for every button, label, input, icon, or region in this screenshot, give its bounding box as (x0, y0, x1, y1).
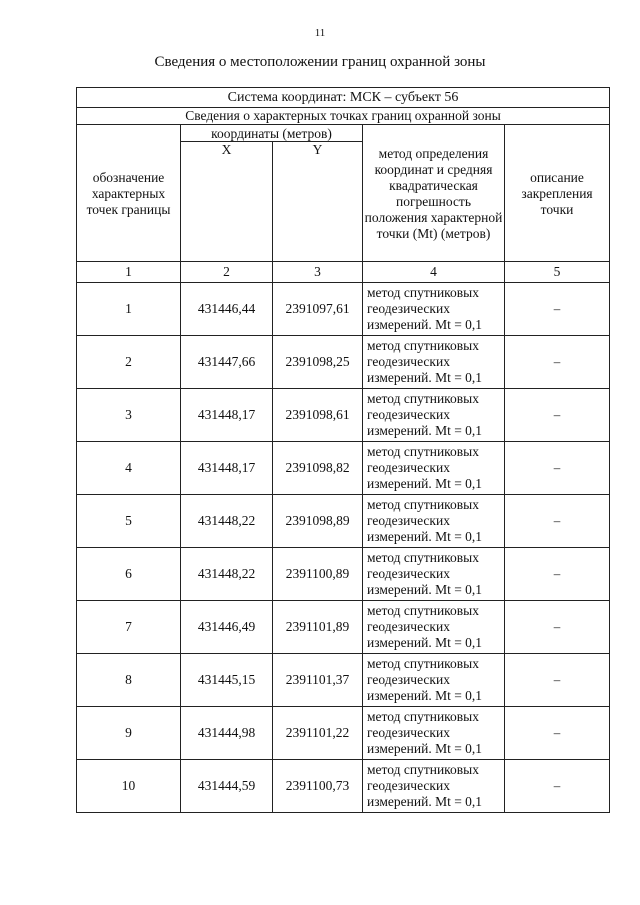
table-row (77, 283, 610, 336)
coord-y: 2391098,61 (273, 389, 363, 442)
description: – (505, 442, 610, 495)
method-text: метод спутниковых геодезических измерений. Mt = 0,1 (363, 442, 505, 495)
point-id: 6 (77, 548, 181, 601)
column-number: 5 (505, 262, 610, 283)
section-title: Сведения о характерных точках границ охранной зоны (77, 108, 610, 125)
header-row (77, 125, 610, 142)
point-id: 5 (77, 495, 181, 548)
table-row (77, 389, 610, 442)
description: – (505, 495, 610, 548)
point-id: 1 (77, 283, 181, 336)
point-id: 10 (77, 760, 181, 813)
header-description: описание закрепления точки (505, 125, 610, 262)
coord-x: 431444,59 (181, 760, 273, 813)
coord-y: 2391101,37 (273, 654, 363, 707)
method-text: метод спутниковых геодезических измерений. Mt = 0,1 (363, 707, 505, 760)
coord-y: 2391098,89 (273, 495, 363, 548)
header-method: метод определения координат и средняя квадратическая погрешность положения характерной точки (Mt) (метров) (363, 125, 505, 262)
coord-x: 431448,17 (181, 389, 273, 442)
point-id: 9 (77, 707, 181, 760)
description: – (505, 760, 610, 813)
point-id: 4 (77, 442, 181, 495)
coord-y: 2391097,61 (273, 283, 363, 336)
description: – (505, 336, 610, 389)
coord-y: 2391098,25 (273, 336, 363, 389)
coord-y: 2391098,82 (273, 442, 363, 495)
method-text: метод спутниковых геодезических измерений. Mt = 0,1 (363, 336, 505, 389)
description: – (505, 548, 610, 601)
method-text: метод спутниковых геодезических измерений. Mt = 0,1 (363, 495, 505, 548)
point-id: 7 (77, 601, 181, 654)
coord-y: 2391100,73 (273, 760, 363, 813)
column-number: 2 (181, 262, 273, 283)
coord-x: 431448,22 (181, 495, 273, 548)
column-number: 3 (273, 262, 363, 283)
description: – (505, 283, 610, 336)
coord-x: 431445,15 (181, 654, 273, 707)
method-text: метод спутниковых геодезических измерений. Mt = 0,1 (363, 760, 505, 813)
document-title: Сведения о местоположении границ охранной зоны (154, 54, 486, 70)
coord-x: 431448,22 (181, 548, 273, 601)
table-row (77, 760, 610, 813)
header-coordinates: координаты (метров) (181, 125, 363, 142)
method-text: метод спутниковых геодезических измерений. Mt = 0,1 (363, 654, 505, 707)
section-title-row (77, 108, 610, 125)
point-id: 8 (77, 654, 181, 707)
coord-x: 431447,66 (181, 336, 273, 389)
description: – (505, 601, 610, 654)
table-row (77, 336, 610, 389)
table-row (77, 707, 610, 760)
header-x: X (181, 142, 273, 262)
table-row (77, 548, 610, 601)
point-id: 2 (77, 336, 181, 389)
table-row (77, 495, 610, 548)
method-text: метод спутниковых геодезических измерений. Mt = 0,1 (363, 389, 505, 442)
coordinate-system-label: Система координат: МСК – субъект 56 (77, 88, 610, 108)
page-number: 11 (314, 27, 326, 39)
description: – (505, 707, 610, 760)
header-y: Y (273, 142, 363, 262)
coord-x: 431446,49 (181, 601, 273, 654)
method-text: метод спутниковых геодезических измерений. Mt = 0,1 (363, 601, 505, 654)
table-row (77, 442, 610, 495)
coordinate-system-row (77, 88, 610, 108)
point-id: 3 (77, 389, 181, 442)
table-row (77, 601, 610, 654)
method-text: метод спутниковых геодезических измерений. Mt = 0,1 (363, 283, 505, 336)
coord-y: 2391101,89 (273, 601, 363, 654)
table-row (77, 654, 610, 707)
coord-x: 431446,44 (181, 283, 273, 336)
coord-x: 431444,98 (181, 707, 273, 760)
column-number: 4 (363, 262, 505, 283)
coord-y: 2391101,22 (273, 707, 363, 760)
coord-x: 431448,17 (181, 442, 273, 495)
coord-y: 2391100,89 (273, 548, 363, 601)
column-number: 1 (77, 262, 181, 283)
description: – (505, 654, 610, 707)
header-point: обозначение характерных точек границы (77, 125, 181, 262)
boundary-points-table (76, 87, 610, 813)
column-numbers-row (77, 262, 610, 283)
method-text: метод спутниковых геодезических измерений. Mt = 0,1 (363, 548, 505, 601)
description: – (505, 389, 610, 442)
